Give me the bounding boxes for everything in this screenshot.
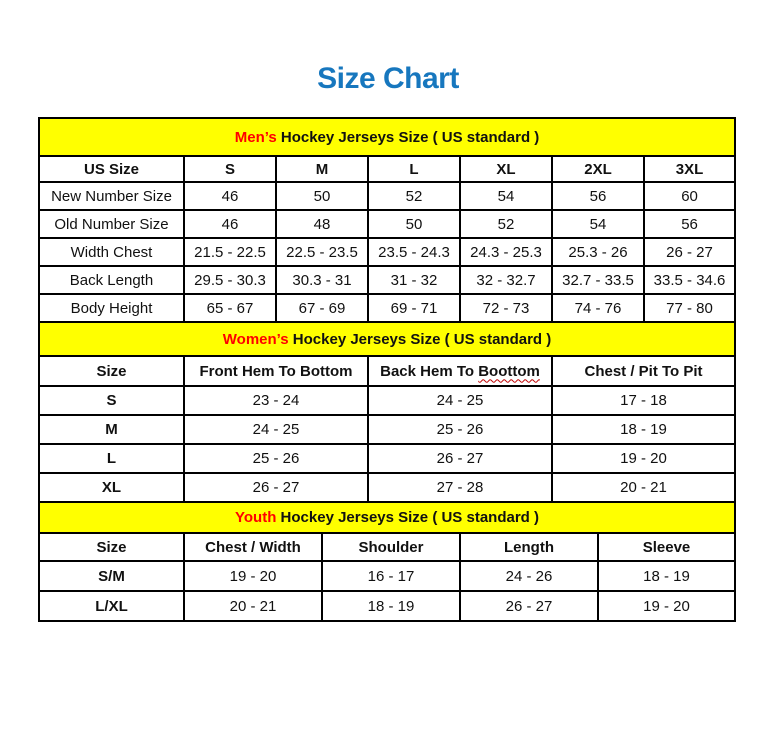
back-hem-misspelled-word: Boottom	[478, 362, 540, 380]
size-value-cell: 50	[276, 182, 368, 210]
size-value-cell: 54	[460, 182, 552, 210]
column-header: S	[184, 156, 276, 182]
column-header: Front Hem To Bottom	[184, 356, 368, 386]
youth-section-band	[39, 502, 735, 533]
size-value-cell: 56	[644, 210, 735, 238]
womens-section-title	[39, 322, 735, 356]
table-row	[39, 294, 735, 322]
row-label: Body Height	[39, 294, 184, 322]
size-value-cell: 46	[184, 182, 276, 210]
size-value-cell: 33.5 - 34.6	[644, 266, 735, 294]
womens-title-highlight: Women’s	[222, 330, 289, 348]
column-header: 3XL	[644, 156, 735, 182]
womens-header-row	[39, 356, 735, 386]
column-header: US Size	[39, 156, 184, 182]
size-value-cell: 29.5 - 30.3	[184, 266, 276, 294]
column-header: M	[276, 156, 368, 182]
womens-title-rest: Hockey Jerseys Size ( US standard )	[288, 330, 552, 348]
size-value-cell: 20 - 21	[552, 473, 735, 502]
size-value-cell: 22.5 - 23.5	[276, 238, 368, 266]
size-tables-container	[38, 117, 734, 622]
size-value-cell: 24 - 25	[184, 415, 368, 444]
size-value-cell: 25 - 26	[368, 415, 552, 444]
row-label: S/M	[39, 561, 184, 591]
column-header: XL	[460, 156, 552, 182]
column-header: Size	[39, 356, 184, 386]
mens-section-title	[39, 118, 735, 156]
size-value-cell: 24.3 - 25.3	[460, 238, 552, 266]
size-value-cell: 26 - 27	[644, 238, 735, 266]
column-header: Shoulder	[322, 533, 460, 561]
back-hem-prefix: Back Hem To	[380, 362, 479, 380]
table-row	[39, 561, 735, 591]
size-value-cell: 16 - 17	[322, 561, 460, 591]
size-value-cell: 67 - 69	[276, 294, 368, 322]
youth-title-rest: Hockey Jerseys Size ( US standard )	[276, 509, 539, 526]
size-value-cell: 56	[552, 182, 644, 210]
size-value-cell: 52	[460, 210, 552, 238]
size-value-cell: 48	[276, 210, 368, 238]
column-header: Chest / Width	[184, 533, 322, 561]
column-header: Chest / Pit To Pit	[552, 356, 735, 386]
row-label: L/XL	[39, 591, 184, 621]
table-row	[39, 266, 735, 294]
column-header-misspelled	[368, 356, 552, 386]
table-row	[39, 415, 735, 444]
size-value-cell: 31 - 32	[368, 266, 460, 294]
mens-header-row	[39, 156, 735, 182]
size-value-cell: 77 - 80	[644, 294, 735, 322]
size-value-cell: 65 - 67	[184, 294, 276, 322]
size-value-cell: 32 - 32.7	[460, 266, 552, 294]
size-value-cell: 26 - 27	[184, 473, 368, 502]
mens-section-band	[39, 118, 735, 156]
size-value-cell: 17 - 18	[552, 386, 735, 415]
youth-header-row	[39, 533, 735, 561]
mens-title-highlight: Men’s	[234, 128, 277, 146]
row-label: Back Length	[39, 266, 184, 294]
womens-section-band	[39, 322, 735, 356]
size-value-cell: 18 - 19	[598, 561, 735, 591]
table-row	[39, 386, 735, 415]
size-value-cell: 30.3 - 31	[276, 266, 368, 294]
womens-size-table	[38, 321, 736, 503]
size-value-cell: 26 - 27	[460, 591, 598, 621]
column-header: Length	[460, 533, 598, 561]
size-value-cell: 32.7 - 33.5	[552, 266, 644, 294]
youth-size-table	[38, 501, 736, 622]
size-value-cell: 19 - 20	[598, 591, 735, 621]
mens-size-table	[38, 117, 736, 323]
row-label: XL	[39, 473, 184, 502]
size-value-cell: 19 - 20	[184, 561, 322, 591]
mens-title-rest: Hockey Jerseys Size ( US standard )	[276, 128, 540, 146]
row-label: Width Chest	[39, 238, 184, 266]
table-row	[39, 210, 735, 238]
youth-title-highlight: Youth	[235, 509, 277, 526]
column-header: Sleeve	[598, 533, 735, 561]
size-value-cell: 24 - 25	[368, 386, 552, 415]
size-value-cell: 25.3 - 26	[552, 238, 644, 266]
size-value-cell: 19 - 20	[552, 444, 735, 473]
size-value-cell: 18 - 19	[322, 591, 460, 621]
row-label: New Number Size	[39, 182, 184, 210]
size-value-cell: 60	[644, 182, 735, 210]
page-title: Size Chart	[317, 62, 459, 95]
size-value-cell: 27 - 28	[368, 473, 552, 502]
table-row	[39, 444, 735, 473]
size-value-cell: 74 - 76	[552, 294, 644, 322]
size-value-cell: 18 - 19	[552, 415, 735, 444]
size-value-cell: 23 - 24	[184, 386, 368, 415]
row-label: Old Number Size	[39, 210, 184, 238]
size-value-cell: 26 - 27	[368, 444, 552, 473]
size-value-cell: 25 - 26	[184, 444, 368, 473]
size-value-cell: 46	[184, 210, 276, 238]
youth-section-title	[39, 502, 735, 533]
size-value-cell: 69 - 71	[368, 294, 460, 322]
size-value-cell: 50	[368, 210, 460, 238]
row-label: L	[39, 444, 184, 473]
table-row	[39, 182, 735, 210]
row-label: S	[39, 386, 184, 415]
size-value-cell: 54	[552, 210, 644, 238]
size-value-cell: 72 - 73	[460, 294, 552, 322]
column-header: L	[368, 156, 460, 182]
row-label: M	[39, 415, 184, 444]
size-value-cell: 52	[368, 182, 460, 210]
size-value-cell: 21.5 - 22.5	[184, 238, 276, 266]
column-header: 2XL	[552, 156, 644, 182]
table-row	[39, 591, 735, 621]
column-header: Size	[39, 533, 184, 561]
size-value-cell: 20 - 21	[184, 591, 322, 621]
size-value-cell: 24 - 26	[460, 561, 598, 591]
size-value-cell: 23.5 - 24.3	[368, 238, 460, 266]
table-row	[39, 238, 735, 266]
table-row	[39, 473, 735, 502]
